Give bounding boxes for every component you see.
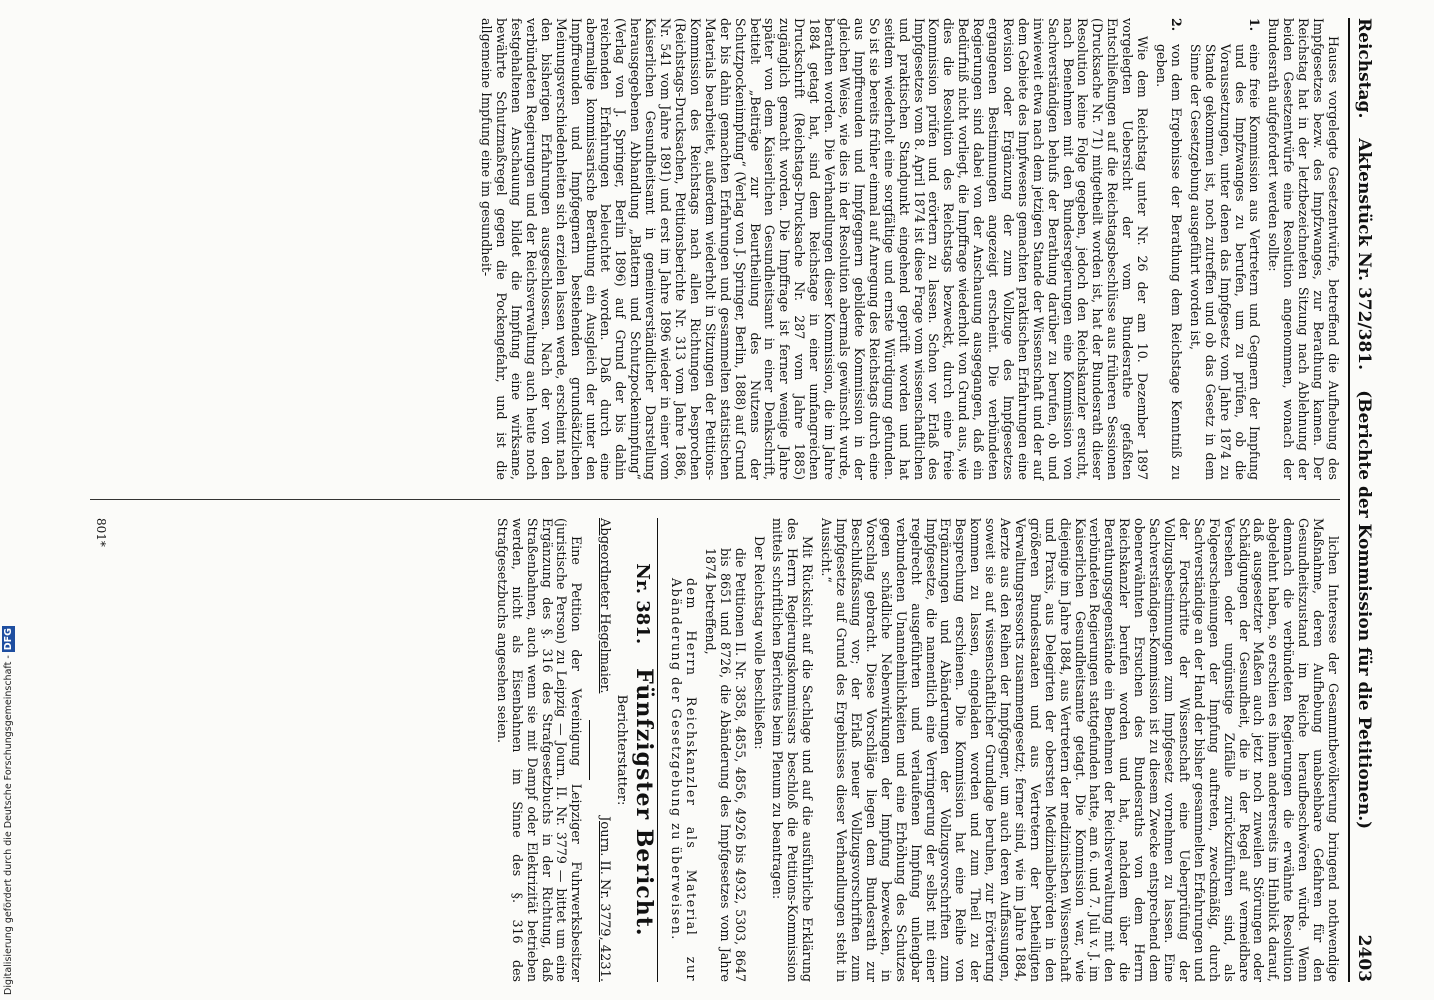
- column-area: [90, 18, 1340, 982]
- page-number: 2403: [1354, 934, 1374, 982]
- item-number-2: 2.: [1168, 18, 1184, 32]
- journal-ref: Journ. II. Nr. 3779, 4231.: [597, 816, 613, 982]
- report-block: [494, 518, 658, 982]
- report-rule-top: [657, 518, 658, 982]
- sheet-number: 801*: [94, 518, 108, 547]
- para-resolve: Der Reichstag wolle beschließen:: [751, 536, 767, 750]
- page-header: [1348, 18, 1378, 982]
- report-number: Nr. 381.: [632, 563, 654, 645]
- right-column: [90, 518, 1340, 982]
- numbered-item-2: [1153, 18, 1183, 480]
- left-column: [90, 18, 1340, 480]
- dfg-note: [2, 600, 16, 995]
- reporter-label: Berichterstatter:: [614, 694, 630, 806]
- header-middle: Aktenstück Nr. 372/381.: [1354, 138, 1374, 371]
- report-title: Fünfzigster Bericht.: [631, 668, 658, 937]
- item-text-1: eine freie Kommission aus Vertretern und Gegnern der Impfung und des Impfzwanges zu berufen, um zu prüfen, ob die Voraussetzungen, unter denen das Impfgesetz vom Jahre 1874 zu Stande gekommen ist, noch zutreffen und ob das Gesetz in dem Sinne der Gesetzgebung ausgeführt worden ist,: [1187, 44, 1263, 480]
- resolution-text: die Petitionen II. Nr. 3858, 4855, 4856, 4926 bis 4932, 5303, 8647 bis 8651 und 8726, die Abänderung des Impfgesetzes vom Jahre 1874 betreffend,: [702, 548, 748, 982]
- para-decision: Mit Rücksicht auf die Sachlage und auf die ausführliche Erklärung des Herrn Regierungskommissars beschloß die Petitions-Kommission mittels schriftlichen Berichtes beim Plenum zu beantragen:: [770, 518, 816, 982]
- item-text-2: von dem Ergebnisse der Berathung dem Reichstage Kenntniß zu geben.: [1154, 44, 1184, 480]
- header-paren: (Berichte der Kommission für die Petitionen.): [1354, 390, 1374, 830]
- header-left: Reichstag.: [1354, 18, 1374, 119]
- report-body: Eine Petition der Vereinigung Leipziger Fuhrwerksbesitzer (juristische Person) zu Leipzig — Journ. II. Nr. 3779 — bittet um eine Ergänzung des §. 316 des Strafgesetzbuchs in der Richtung, daß Straßenbahnen, auch wenn sie mit Dampf oder Elektrizität betrieben werden, nicht als Eisenbahnen im Sinne des §. 316 des Strafgesetzbuchs angesehen seien.: [494, 518, 585, 982]
- column-divider: [90, 499, 1340, 500]
- page-frame: [60, 18, 1380, 982]
- para-continuation: lichen Interesse der Gesammtbevölkerung bringend nothwendige Maßnahme, deren Aufhebung unabsehbare Gefahren für den Gesundheitszustand im Reiche heraufbeschwören würde. Wenn demnach die verbündeten Regierungen die erwähnte Resolution abgelehnt haben, so erschien es ihnen andererseits im Hinblick darauf, daß ausgesetzter Maßen auch jetzt noch zuweilen Störungen oder Schädigungen der Gesundheit, die in der Regel auf vermeidbare Versehen oder ungünstige Zufälle zurückzuführen sind, als Folgeerscheinungen der Impfung auftreten, zweckmäßig, durch Sachverständige an der Hand der bisher gesammelten Erfahrungen und der Fortschritte der Wissenschaft eine Ueberprüfung der Vollzugsbestimmungen zum Impfgesetz vornehmen zu lassen. Eine Sachverständigen-Kommission ist zu diesem Zwecke entsprechend dem obenerwähnten Ersuchen des Bundesraths von dem Herrn Reichskanzler berufen worden und hat, nachdem über die Berathungsgegenstände ein Benehmen der Reichsverwaltung mit den verbündeten Regierungen stattgefunden hatte, am 6. und 7. Juli v. J. im Kaiserlichen Gesundheitsamte getagt. Die Kommission war, wie diejenige im Jahre 1884, aus Vertretern der medizinischen Wissenschaft und Praxis, aus Delegirten der obersten Medizinalbehörden in den größeren Bundesstaaten und aus Vertretern der betheiligten Verwaltungsressorts zusammengesetzt; ferner sind, wie im Jahre 1884, Aerzte aus den Reihen der Impfgegner, um auch deren Auffassungen, soweit sie auf wissenschaftlicher Grundlage beruhen, zur Erörterung kommen zu lassen, eingeladen worden und zum Theil zu der Besprechung erschienen. Die Kommission hat eine Reihe von Ergänzungen und Abänderungen der Vollzugsvorschriften zum Impfgesetze, die namentlich eine Verringerung der selbst mit einer regelrecht ausgeführten und verlaufenen Impfung unlengbar verbundenen Unannehmlichkeiten und eine Erhöhung des Schutzes gegen schädliche Nebenwirkungen der Impfung bezwecken, in Vorschlag gebracht. Diese Vorschläge liegen dem Bundesrath zur Beschlußfassung vor; der Erlaß neuer Vollzugsvorschriften zum Impfgesetze auf Grund des Ergebnisses dieser Verhandlungen steht in Aussicht.“: [819, 518, 1341, 982]
- para-main: Wie dem Reichstag unter Nr. 26 der am 10. Dezember 1897 vorgelegten Uebersicht der vom Bundesrathe gefaßten Entschließungen auf die Reichstagsbeschlüsse aus früheren Sessionen (Drucksache Nr. 71) mitgetheilt worden ist, hat der Bundesrath dieser Resolution keine Folge gegeben, jedoch den Reichskanzler ersucht, nach Benehmen mit den Bundesregierungen eine Kommission von Sachverständigen behufs der Berathung darüber zu berufen, ob und inwieweit etwa nach dem jetzigen Stande der Wissenschaft und der auf dem Gebiete des Impfwesens gemachten praktischen Erfahrungen eine Revision oder Ergänzung der zum Vollzuge des Impfgesetzes ergangenen Bestimmungen angezeigt erscheint. Die verbündeten Regierungen sind dabei von der Anschauung ausgegangen, daß ein Bedürfniß nicht vorliegt, die Impffrage wiederholt von Grund aus, wie dies die Resolution des Reichstags bezweckt, durch eine freie Kommission prüfen und erörtern zu lassen. Schon vor Erlaß des Impfgesetzes vom 8. April 1874 ist diese Frage vom wissenschaftlichen und praktischen Standpunkt eingehend geprüft worden und hat seitdem wiederholt eine sorgfältige und ernste Würdigung gefunden. So ist sie bereits früher einmal auf Anregung des Reichstags durch eine aus Impffreunden und Impfgegnern gebildete Kommission in der gleichen Weise, wie dies in der Resolution abermals gewünscht wurde, berathen worden. Die Verhandlungen dieser Kommission, die im Jahre 1884 getagt hat, sind dem Reichstage in einer umfangreichen Druckschrift (Reichstags-Drucksache Nr. 287 vom Jahre 1885) zugänglich gemacht worden. Die Impffrage ist ferner wenige Jahre später von dem Kaiserlichen Gesundheitsamt in einer Denkschrift, betitelt „Beiträge zur Beurtheilung des Nutzens der Schutzpockenimpfung“ (Verlag von J. Springer, Berlin, 1888) auf Grund der bis dahin gemachten Erfahrungen und gesammelten statistischen Materials bearbeitet, außerdem wiederholt in Sitzungen der Petitions-Kommission des Reichstags nach allen Richtungen besprochen (Reichstags-Drucksachen, Petitionsberichte Nr. 313 vom Jahre 1886, Nr. 541 vom Jahre 1891) und erst im Jahre 1896 wieder in einer vom Kaiserlichen Gesundheitsamt in gemeinverständlicher Darstellung herausgegebenen Abhandlung „Blattern und Schutzpockenimpfung“ (Verlag von J. Springer, Berlin 1896) auf Grund der bis dahin reichenden Erfahrungen beleuchtet worden. Daß durch eine abermalige kommissarische Berathung ein Ausgleich der unter den Impffreunden und Impfgegnern bestehenden grundsätzlichen Meinungsverschiedenheiten sich erzielen lassen werde, erscheint nach den bisherigen Erfahrungen ausgeschlossen. Nach der von den verbündeten Regierungen und der Reichsverwaltung auch heute noch festgehaltenen Anschauung bildet die Impfung eine wirksame, bewährte Schutzmaßregel gegen die Pockengefahr, und ist die allgemeine Impfung eine im gesundheit-: [479, 18, 1151, 480]
- reporter-name: Abgeordneter Hegelmaier.: [597, 518, 613, 694]
- dfg-note-text: Digitalisierung gefördert durch die Deutsche Forschungsgemeinschaft -: [3, 655, 14, 995]
- numbered-item-1: [1187, 18, 1262, 480]
- resolution-tail: dem Herrn Reichskanzler als Material zur Abänderung der Gesetzgebung zu überweisen.: [669, 578, 699, 982]
- report-rule: [589, 720, 590, 780]
- reporter-row: [596, 518, 611, 982]
- dfg-logo: DFG: [3, 628, 14, 651]
- para-intro: Hauses vorgelegte Gesetzentwürfe, betreffend die Aufhebung des Impfgesetzes bezw. des Impfzwanges, zur Berathung kamen. Der Reichstag hat in der letztbezeichneten Sitzung nach Ablehnung der beiden Gesetzentwürfe eine Resolution angenommen, wonach der Bundesrath aufgefordert werden sollte:: [1266, 18, 1341, 480]
- scanned-page: [60, 18, 1380, 982]
- item-number-1: 1.: [1247, 18, 1263, 32]
